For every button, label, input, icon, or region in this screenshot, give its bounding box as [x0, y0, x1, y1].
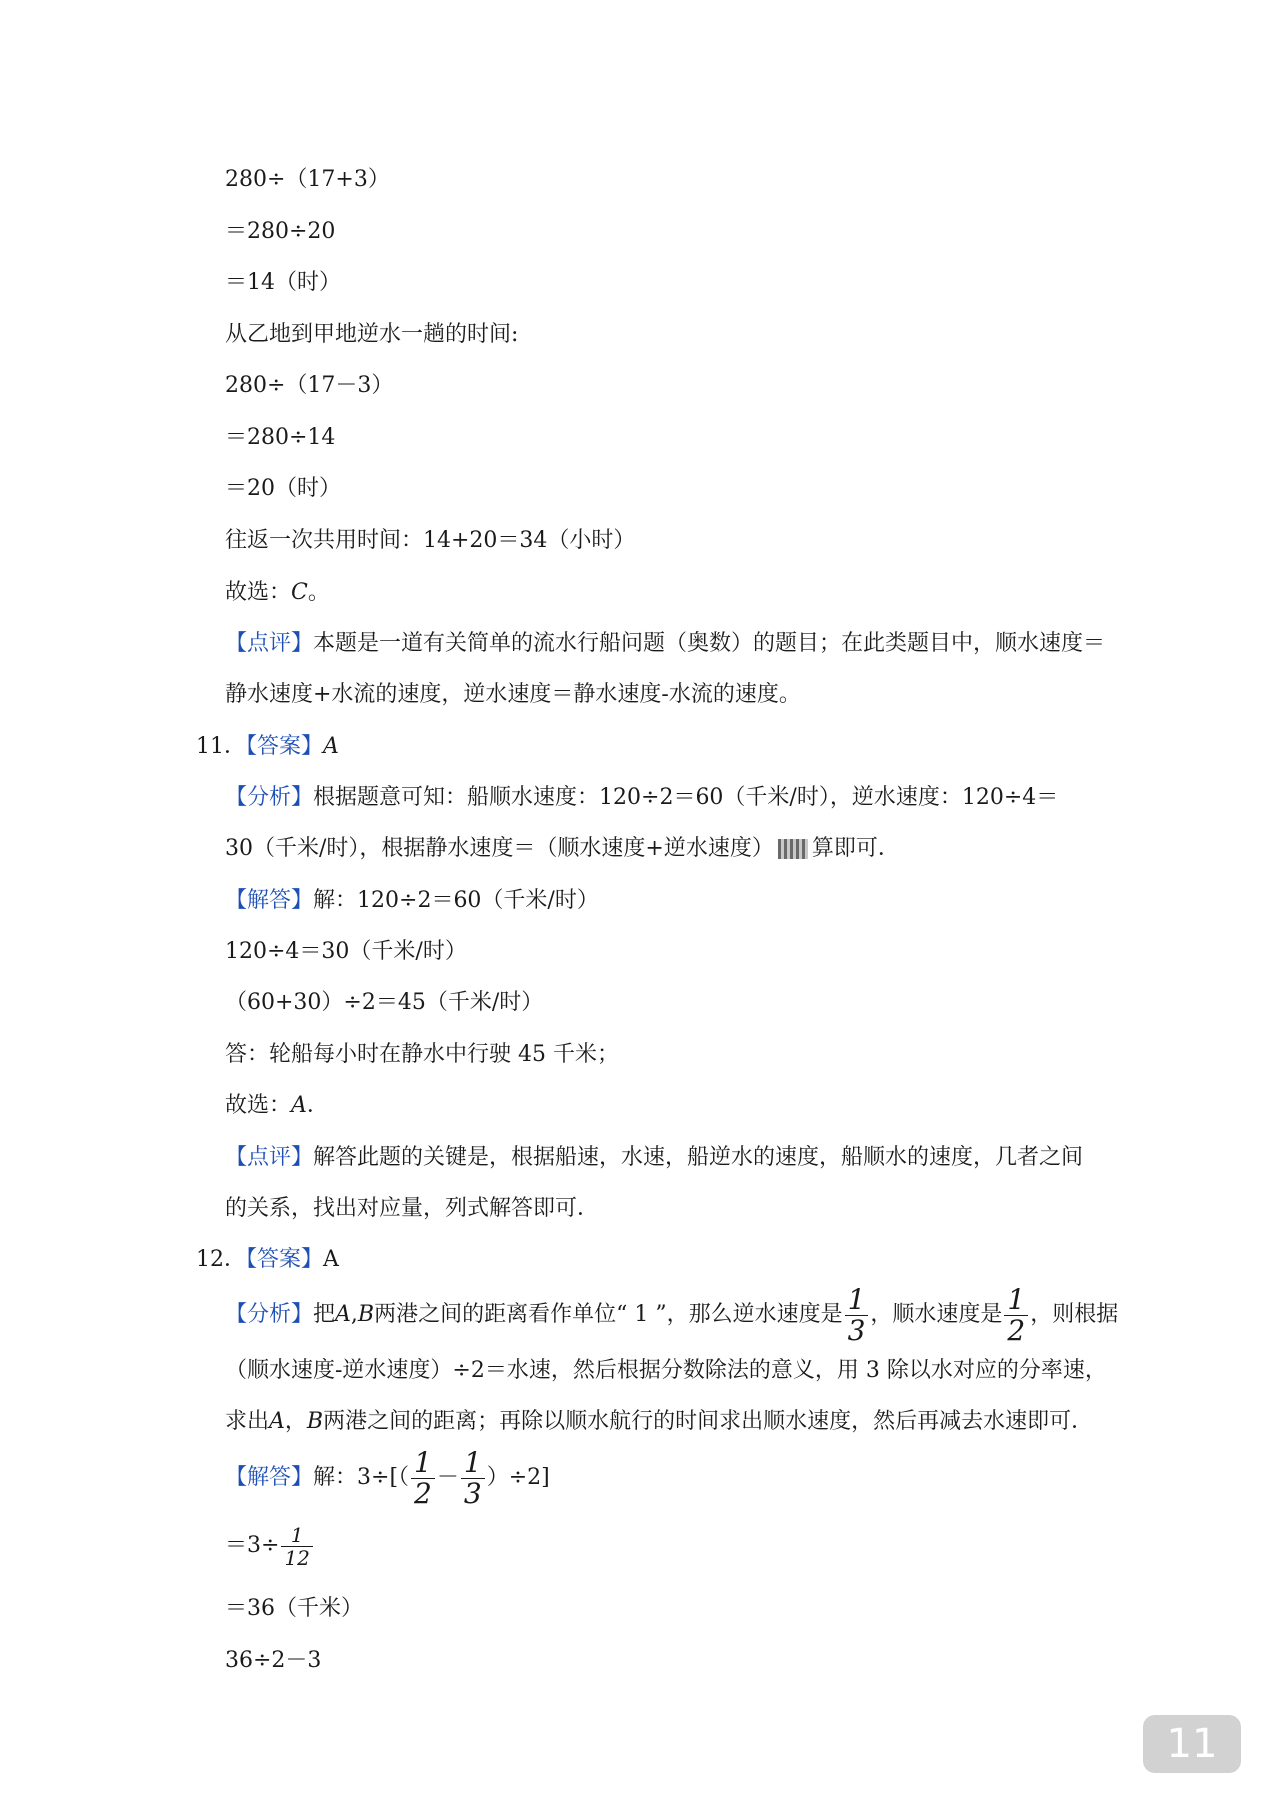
calc-line: ＝14（时）	[225, 270, 341, 295]
answer-line: 12．【答案】A	[196, 1247, 339, 1272]
calc-line: 280÷（17+3）	[225, 167, 390, 192]
review-line: 【点评】解答此题的关键是，根据船速，水速，船逆水的速度，船顺水的速度，几者之间	[225, 1145, 1084, 1170]
question-number: 11．	[196, 734, 246, 759]
review-line: 静水速度+水流的速度，逆水速度＝静水速度-水流的速度。	[225, 682, 801, 707]
review-line: 【点评】本题是一道有关简单的流水行船问题（奥数）的题目；在此类题目中，顺水速度＝	[225, 631, 1106, 656]
calc-line: ＝20（时）	[225, 476, 341, 501]
calc-line: ＝3÷ $\frac{1}{12}$	[225, 1518, 315, 1574]
answer-label: 【答案】	[246, 1247, 324, 1272]
choice-line: 故选：A．	[225, 1093, 329, 1118]
text-line: 答：轮船每小时在静水中行驶 45 千米；	[225, 1042, 619, 1067]
solution-line: 【解答】解：120÷2＝60（千米/时）	[225, 888, 599, 913]
calc-line: 120÷4＝30（千米/时）	[225, 939, 467, 964]
fraction-one-half: $\frac{1}{2}$	[411, 1448, 435, 1509]
analysis-line: 【分析】把A,B两港之间的距离看作单位“ 1 ”，那么逆水速度是 $\frac{1}{3}$ ，顺水速度是 $\frac{1}{2}$ ，则根据	[225, 1282, 1119, 1347]
fraction-one-twelfth: $\frac{1}{12}$	[281, 1524, 312, 1569]
smudge-mark	[778, 839, 808, 859]
calc-line: ＝280÷20	[225, 219, 336, 244]
review-line: 的关系，找出对应量，列式解答即可．	[225, 1196, 600, 1221]
calc-line: ＝280÷14	[225, 425, 336, 450]
calc-line: 36÷2－3	[225, 1648, 322, 1673]
analysis-line: 求出A，B两港之间的距离；再除以顺水航行的时间求出顺水速度，然后再减去水速即可．	[225, 1409, 1094, 1434]
analysis-line: 【分析】根据题意可知：船顺水速度：120÷2＝60（千米/时），逆水速度：120÷4＝	[225, 785, 1059, 810]
choice-line: 故选：C。	[225, 580, 330, 605]
text-line: 往返一次共用时间：14+20＝34（小时）	[225, 528, 636, 553]
fraction-one-third: $\frac{1}{3}$	[461, 1448, 485, 1509]
question-number: 12．	[196, 1247, 246, 1272]
review-label: 【点评】	[225, 631, 314, 656]
calc-line: ＝36（千米）	[225, 1596, 363, 1621]
solution-label: 【解答】	[225, 888, 314, 913]
solution-line: 【解答】解：3÷[（ $\frac{1}{2}$ － $\frac{1}{3}$ ）÷2]	[225, 1445, 550, 1510]
answer-label: 【答案】	[246, 734, 324, 759]
analysis-line: （顺水速度-逆水速度）÷2＝水速，然后根据分数除法的意义，用 3 除以水对应的分率速，	[225, 1358, 1107, 1383]
page-number-badge: 11	[1143, 1715, 1241, 1773]
answer-line: 11．【答案】A	[196, 734, 339, 759]
analysis-line: 30（千米/时），根据静水速度＝（顺水速度+逆水速度） 算即可．	[225, 836, 900, 861]
analysis-label: 【分析】	[225, 785, 314, 810]
fraction-one-half: $\frac{1}{2}$	[1004, 1285, 1028, 1346]
analysis-label: 【分析】	[225, 1302, 314, 1327]
text-line: 从乙地到甲地逆水一趟的时间:	[225, 322, 519, 347]
calc-line: 280÷（17－3）	[225, 373, 394, 398]
review-label: 【点评】	[225, 1145, 314, 1170]
fraction-one-third: $\frac{1}{3}$	[845, 1285, 869, 1346]
calc-line: （60+30）÷2＝45（千米/时）	[225, 990, 544, 1015]
solution-label: 【解答】	[225, 1465, 314, 1490]
